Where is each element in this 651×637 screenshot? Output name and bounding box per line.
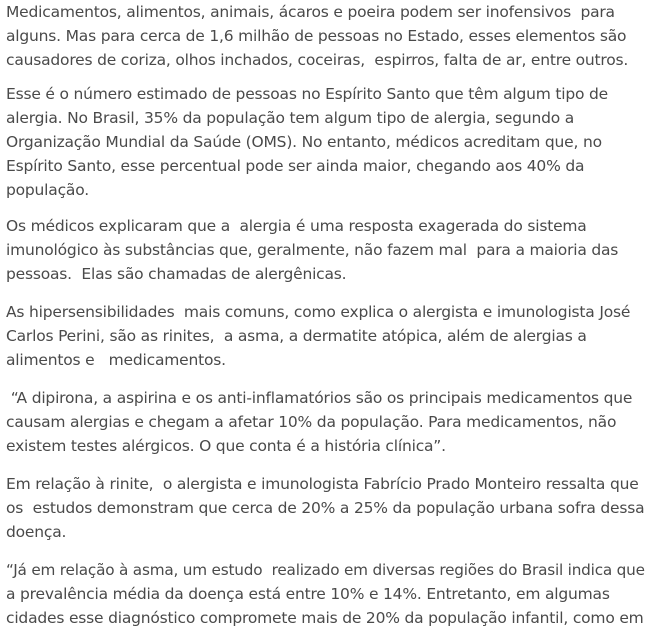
paragraph-line: os estudos demonstram que cerca de 20% a 25% da população urbana sofra dessa [6,499,645,517]
paragraph-1 [6,0,628,72]
quote-line: causam alergias e chegam a afetar 10% da população. Para medicamentos, não [6,413,617,431]
paragraph-line: imunológico às substâncias que, geralmente, não fazem mal para a maioria das [6,241,619,259]
paragraph-line: Os médicos explicaram que a alergia é uma resposta exagerada do sistema [6,217,587,235]
paragraph-line: alguns. Mas para cerca de 1,6 milhão de pessoas no Estado, esses elementos são [6,27,627,45]
quote-line: a prevalência média da doença está entre 10% e 14%. Entretanto, em algumas [6,585,610,603]
quote-line: cidades esse diagnóstico compromete mais de 20% da população infantil, como em [6,609,644,627]
quote-line: “A dipirona, a aspirina e os anti-inflamatórios são os principais medicamentos que [6,389,633,407]
paragraph-line: doença. [6,523,67,541]
paragraph-line: pessoas. Elas são chamadas de alergênicas. [6,265,347,283]
paragraph-3 [6,214,618,286]
paragraph-4 [6,300,630,372]
paragraph-line: As hipersensibilidades mais comuns, como explica o alergista e imunologista José [6,303,631,321]
paragraph-line: Medicamentos, alimentos, animais, ácaros e poeira podem ser inofensivos para [6,3,615,21]
paragraph-line: Carlos Perini, são as rinites, a asma, a dermatite atópica, além de alergias a [6,327,587,345]
paragraph-5 [6,386,632,458]
paragraph-7 [6,558,645,630]
paragraph-line: Esse é o número estimado de pessoas no Espírito Santo que têm algum tipo de [6,85,608,103]
paragraph-line: população. [6,181,89,199]
paragraph-line: Em relação à rinite, o alergista e imunologista Fabrício Prado Monteiro ressalta que [6,475,639,493]
paragraph-line: causadores de coriza, olhos inchados, coceiras, espirros, falta de ar, entre outros. [6,51,629,69]
paragraph-line: alergia. No Brasil, 35% da população tem algum tipo de alergia, segundo a [6,109,575,127]
paragraph-line: Organização Mundial da Saúde (OMS). No entanto, médicos acreditam que, no [6,133,602,151]
paragraph-2 [6,82,608,202]
quote-line: existem testes alérgicos. O que conta é a história clínica”. [6,437,446,455]
paragraph-6 [6,472,644,544]
paragraph-line: Espírito Santo, esse percentual pode ser ainda maior, chegando aos 40% da [6,157,585,175]
paragraph-line: alimentos e medicamentos. [6,351,226,369]
quote-line: “Já em relação à asma, um estudo realizado em diversas regiões do Brasil indica que [6,561,645,579]
